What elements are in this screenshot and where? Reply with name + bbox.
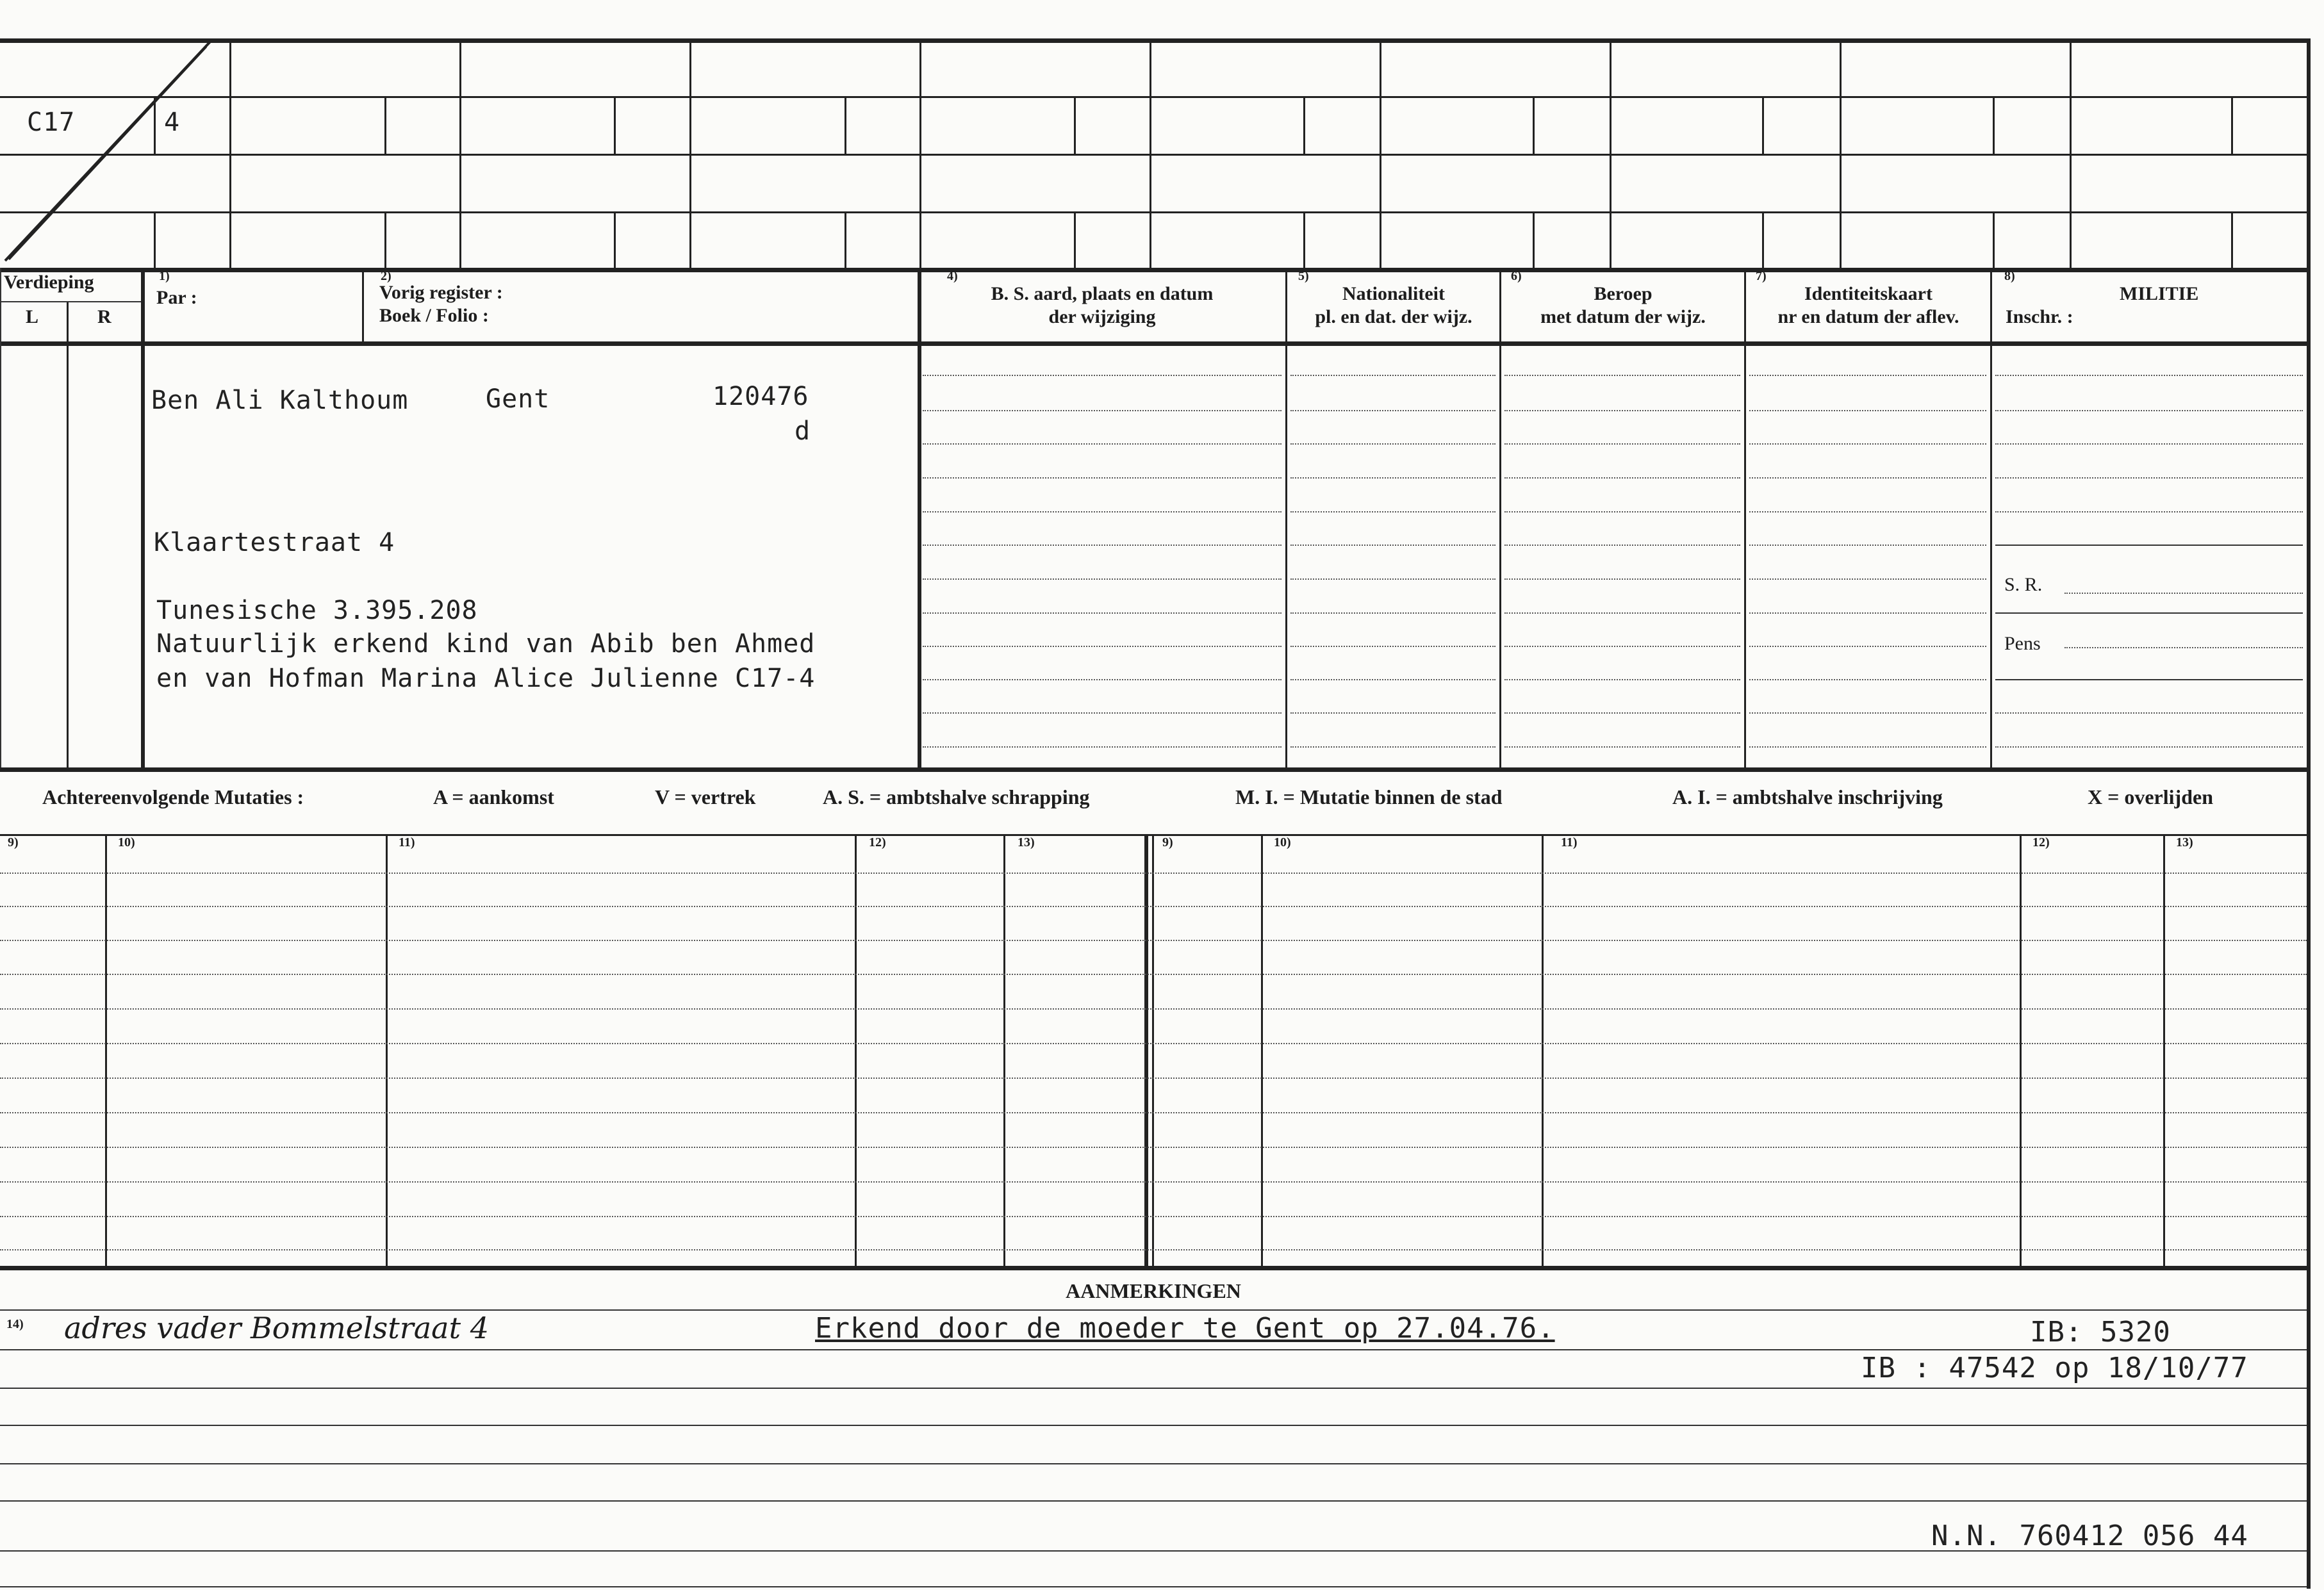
col-12-right: 12) bbox=[2032, 835, 2050, 849]
ib-first: IB: 5320 bbox=[2030, 1316, 2171, 1348]
handwritten-remark: adres vader Bommelstraat 4 bbox=[64, 1311, 489, 1345]
par-num: 1) bbox=[159, 269, 170, 283]
legend-a: A = aankomst bbox=[433, 785, 554, 808]
boek-folio-label: Boek / Folio : bbox=[379, 305, 489, 326]
col-13-right: 13) bbox=[2176, 835, 2193, 849]
erkend-remark: Erkend door de moeder te Gent op 27.04.76. bbox=[815, 1312, 1555, 1345]
bs-label-1: B. S. aard, plaats en datum bbox=[991, 283, 1214, 304]
nat-num: 5) bbox=[1298, 269, 1309, 283]
legend-x: X = overlijden bbox=[2088, 785, 2213, 808]
mutaties-legend bbox=[0, 783, 2307, 815]
vorig-register-label: Vorig register : bbox=[379, 282, 503, 303]
legend-ai: A. I. = ambtshalve inschrijving bbox=[1672, 785, 1943, 808]
pens-label: Pens bbox=[2004, 633, 2041, 654]
inschr-label: Inschr. : bbox=[2006, 306, 2073, 327]
id-num: 7) bbox=[1756, 269, 1767, 283]
beroep-label-1: Beroep bbox=[1594, 283, 1652, 304]
vorig-num: 2) bbox=[381, 269, 391, 283]
sr-label: S. R. bbox=[2004, 574, 2043, 595]
ib-second: IB : 47542 op 18/10/77 bbox=[1861, 1352, 2248, 1384]
col-10-right: 10) bbox=[1274, 835, 1291, 849]
address: Klaartestraat 4 bbox=[154, 528, 395, 557]
record-letter: d bbox=[795, 416, 811, 446]
legend-as: A. S. = ambtshalve schrapping bbox=[823, 785, 1090, 808]
col-9-left: 9) bbox=[8, 835, 19, 849]
mil-num: 8) bbox=[2004, 269, 2015, 283]
col-11-right: 11) bbox=[1561, 835, 1578, 849]
r-label: R bbox=[97, 306, 111, 327]
col-12-left: 12) bbox=[869, 835, 886, 849]
l-label: L bbox=[26, 306, 39, 327]
national-number: N.N. 760412 056 44 bbox=[1931, 1520, 2248, 1552]
note-line-2: en van Hofman Marina Alice Julienne C17-4 bbox=[156, 664, 816, 693]
remark-num: 14) bbox=[6, 1317, 24, 1331]
col-13-left: 13) bbox=[1018, 835, 1035, 849]
block-code: C17 bbox=[27, 108, 76, 137]
bs-label-2: der wijziging bbox=[1048, 306, 1156, 327]
block-number: 4 bbox=[164, 108, 181, 137]
verdieping-label: Verdieping bbox=[4, 272, 94, 293]
col-10-left: 10) bbox=[118, 835, 135, 849]
nat-label-2: pl. en dat. der wijz. bbox=[1315, 306, 1472, 327]
diagonal-strike bbox=[0, 35, 218, 269]
militie-label: MILITIE bbox=[2120, 283, 2199, 304]
person-name: Ben Ali Kalthoum bbox=[151, 386, 409, 415]
nat-label-1: Nationaliteit bbox=[1342, 283, 1445, 304]
bs-num: 4) bbox=[947, 269, 958, 283]
col-11-left: 11) bbox=[399, 835, 415, 849]
identiteit-label-2: nr en datum der aflev. bbox=[1777, 306, 1959, 327]
note-line-1: Natuurlijk erkend kind van Abib ben Ahmed bbox=[156, 629, 816, 659]
legend-v: V = vertrek bbox=[655, 785, 756, 808]
par-label: Par : bbox=[156, 287, 197, 308]
identiteit-label-1: Identiteitskaart bbox=[1804, 283, 1933, 304]
birth-place: Gent bbox=[486, 384, 550, 414]
beroep-label-2: met datum der wijz. bbox=[1540, 306, 1706, 327]
mutaties-label: Achtereenvolgende Mutaties : bbox=[42, 785, 304, 808]
birth-date: 120476 bbox=[713, 382, 809, 411]
legend-mi: M. I. = Mutatie binnen de stad bbox=[1235, 785, 1503, 808]
ber-num: 6) bbox=[1511, 269, 1522, 283]
col-9-right: 9) bbox=[1162, 835, 1173, 849]
nationality-line: Tunesische 3.395.208 bbox=[156, 596, 478, 625]
aanmerkingen-title: AANMERKINGEN bbox=[1066, 1279, 1241, 1302]
